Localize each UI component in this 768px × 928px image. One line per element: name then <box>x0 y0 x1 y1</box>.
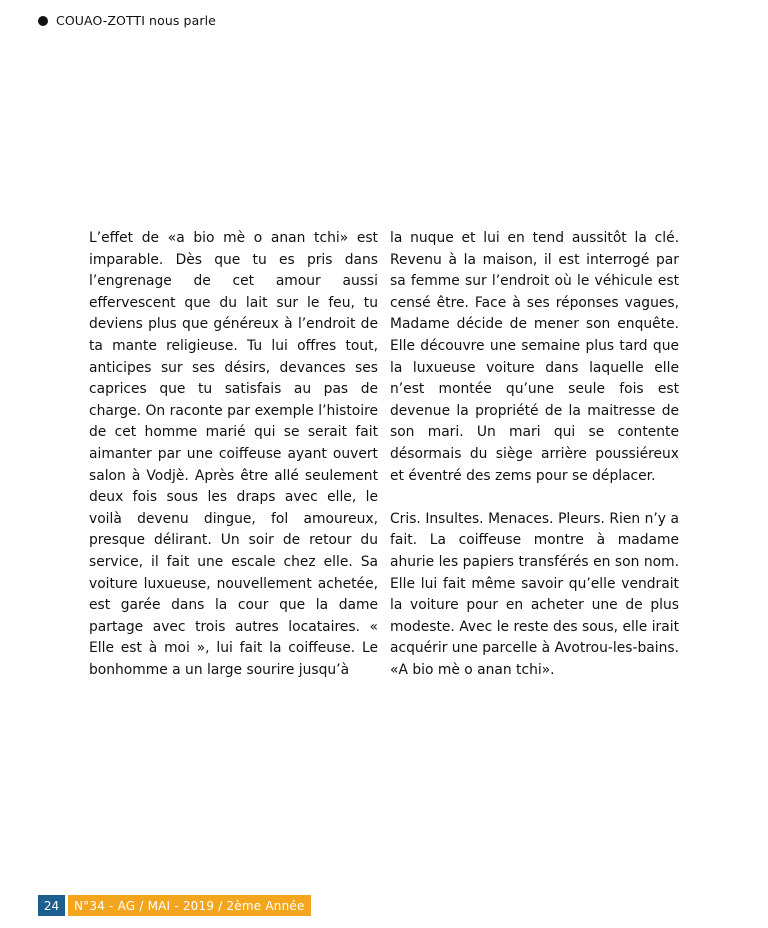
left-column <box>89 228 378 681</box>
page-number: 24 <box>38 895 65 916</box>
paragraph: Cris. Insultes. Menaces. Pleurs. Rien n’y a fait. La coiffeuse montre à madame ahurie les papiers transférés en son nom. Elle lui fait même savoir qu’elle vendrait la voiture pour en acheter une de plus modeste. Avec le reste des sous, elle irait acquérir une parcelle à Avotrou-les-bains. «A bio mè o anan tchi». <box>390 510 680 678</box>
issue-label: N°34 - AG / MAI - 2019 / 2ème Année <box>68 895 311 916</box>
right-column <box>390 228 679 681</box>
bullet-icon <box>38 16 48 26</box>
paragraph: la nuque et lui en tend aussitôt la clé. Revenu à la maison, il est interrogé par sa femme sur l’endroit où le véhicule est censé être. Face à ses réponses vagues, Madame décide de mener son enquête. Elle découvre une semaine plus tard que la luxueuse voiture dans laquelle elle n’est montée qu’une seule fois est devenue la propriété de la maitresse de son mari. Un mari qui se contente désormais du siège arrière poussiéreux et éventré des zems pour se déplacer. <box>390 230 679 484</box>
page-header <box>38 13 216 28</box>
page-footer <box>38 895 311 916</box>
paragraph: L’effet de «a bio mè o anan tchi» est imparable. Dès que tu es pris dans l’engrenage de cet amour aussi effervescent que du lait sur le feu, tu deviens plus que généreux à l’endroit de ta mante religieuse. Tu lui offres tout, anticipes sur ses désirs, devances ses caprices que tu satisfais au pas de charge. On raconte par exemple l’histoire de cet homme marié qui se serait fait aimanter par une coiffeuse ayant ouvert salon à Vodjè. Après être allé seulement deux fois sous les draps avec elle, le voilà devenu dingue, fol amoureux, presque délirant. Un soir de retour du service, il fait une escale chez elle. Sa voiture luxueuse, nouvellement achetée, est garée dans la cour que la dame partage avec trois autres locataires. « Elle est à moi », lui fait la coiffeuse. Le bonhomme a un large sourire jusqu’à <box>89 230 378 678</box>
article-body <box>89 228 679 681</box>
section-title: COUAO-ZOTTI nous parle <box>56 13 216 28</box>
